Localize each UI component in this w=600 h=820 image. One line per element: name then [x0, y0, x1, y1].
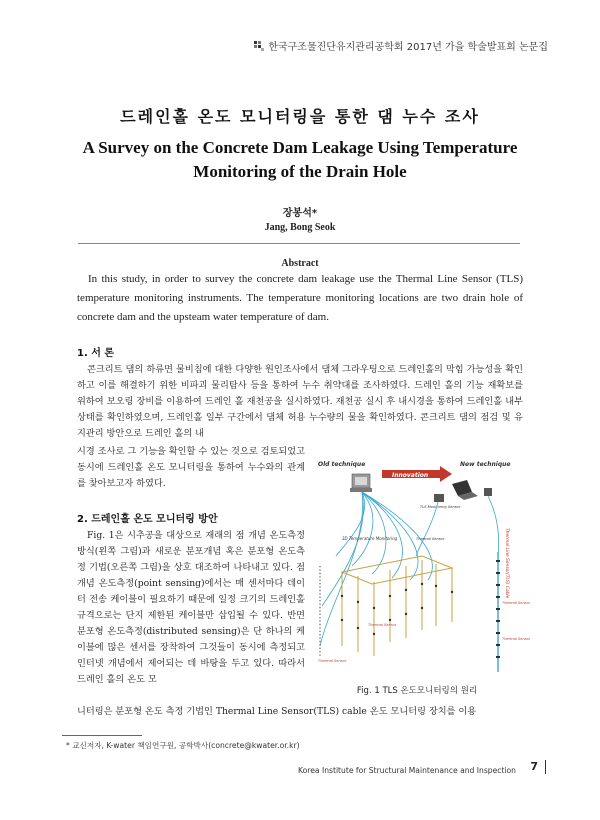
old-technique-label: Old technique [318, 461, 366, 468]
logo-icon [254, 41, 264, 51]
abstract-heading: Abstract [281, 258, 319, 269]
figure-tls-principle [312, 456, 530, 686]
tls-diagram [312, 456, 530, 686]
tls-cable-label: Thermal Line Sensor(TLS) Cable [504, 528, 509, 599]
section-1-paragraph: 콘크리트 댐의 하류면 물비침에 대한 다양한 원인조사에서 댐체 그라우팅으로 드레인홀의 막힘 가능성을 확인하고 이를 해결하기 위한 비파괴 물리탐사 등을 통하여 누수 취약대를 조사하였다. 드레인 홀의 기능 재확보를 위하여 보오링 장비를 이용하여 드레인 홀 재천공을 실시하였다. 재천공 실시 후 내시경을 통하여 드레인홀 내부 상태를 확인하였으며, 드레인홀 일부 구간에서 댐체 허용 누수량의 물을 확인하였다. 콘크리트 댐의 점검 및 유지관리 방안으로 드레인 홀의 내 [77, 364, 523, 439]
thermal-sensor-label-right-2: Thermal Sensor [502, 637, 530, 641]
thermal-sensor-label-top: Thermal Sensor [416, 537, 445, 541]
divider [78, 243, 520, 244]
footer-bar [545, 760, 546, 774]
figure-caption: Fig. 1 TLS 온도모니터링의 원리 [356, 686, 478, 696]
section-1-heading: 1. 서 론 [77, 348, 115, 359]
innovation-label: Innovation [392, 472, 429, 479]
section-2-paragraph: Fig. 1은 시추공을 대상으로 재래의 점 개념 온도측정 방식(왼쪽 그림)과 새로운 분포개념 혹은 분포형 온도측정 기법(오른쪽 그림)을 상호 대조하여 나타내고 있다. 점 개념 온도측정(point sensing)에서는 매 센서마다 데이터 전송 케이블이 필요하기 때문에 일정 크기의 드레인홀 규격으로는 단지 제한된 케이블만 삽입될 수 있다. 반면 분포형 온도측정(distributed sensing)은 단 하나의 케이블에 많은 센서를 장착하여 그것들이 동시에 측정되고 인터넷 개념에서 제어되는 데 바탕을 두고 있다. 따라서 드레인 홀의 온도 모 [77, 530, 305, 685]
new-technique-label: New technique [460, 461, 511, 468]
section-2-heading: 2. 드레인홀 온도 모니터링 방안 [77, 514, 218, 525]
thermal-sensor-label-right: Thermal Sensor [502, 601, 530, 605]
title-english: A Survey on the Concrete Dam Leakage Using Temperature Monitoring of the Drain Hole [82, 138, 518, 181]
laptop-icon [452, 480, 478, 500]
thermal-sensor-label-bottom: Thermal Sensor [318, 659, 347, 663]
running-header [254, 38, 548, 53]
tls-sensor-label: TLS Monitoring Sensor [420, 505, 461, 509]
title-korean: 드레인홀 온도 모니터링을 통한 댐 누수 조사 [120, 107, 480, 126]
footnote-divider [62, 735, 142, 736]
monitoring-3d-label: 3D Temperature Monitoring [342, 536, 398, 541]
footer-organization: Korea Institute for Structural Maintenance and Inspection [298, 766, 516, 775]
section-2-paragraph-cont: 니터링은 분포형 온도 측정 기법인 Thermal Line Sensor(TLS) cable 온도 모니터링 장치를 이용 [77, 706, 477, 717]
running-title: 한국구조물진단유지관리공학회 2017년 가을 학술발표회 논문집 [268, 42, 548, 53]
footnote: * 교신저자, K-water 책임연구원, 공학박사(concrete@kwater.or.kr) [66, 741, 300, 750]
old-computer-icon [350, 474, 372, 492]
section-1-paragraph-cont: 시경 조사로 그 기능을 확인할 수 있는 것으로 검토되었고 동시에 드레인홀 온도 모니터링을 통하여 누수와의 관계를 찾아보고자 하였다. [77, 446, 305, 489]
thermal-sensor-label-mid: Thermal Sensor [368, 623, 397, 627]
page-number: 7 [530, 760, 538, 773]
author-english: Jang, Bong Seok [264, 222, 336, 233]
abstract-text: In this study, in order to survey the concrete dam leakage use the Thermal Line Sensor (TLS) temperature monitoring instruments. The temperature monitoring locations are two drain hole of concrete dam and the upsteam water temperature of dam. [77, 273, 523, 323]
author-korean: 장봉석* [282, 208, 318, 219]
sensor-cables [320, 492, 499, 646]
